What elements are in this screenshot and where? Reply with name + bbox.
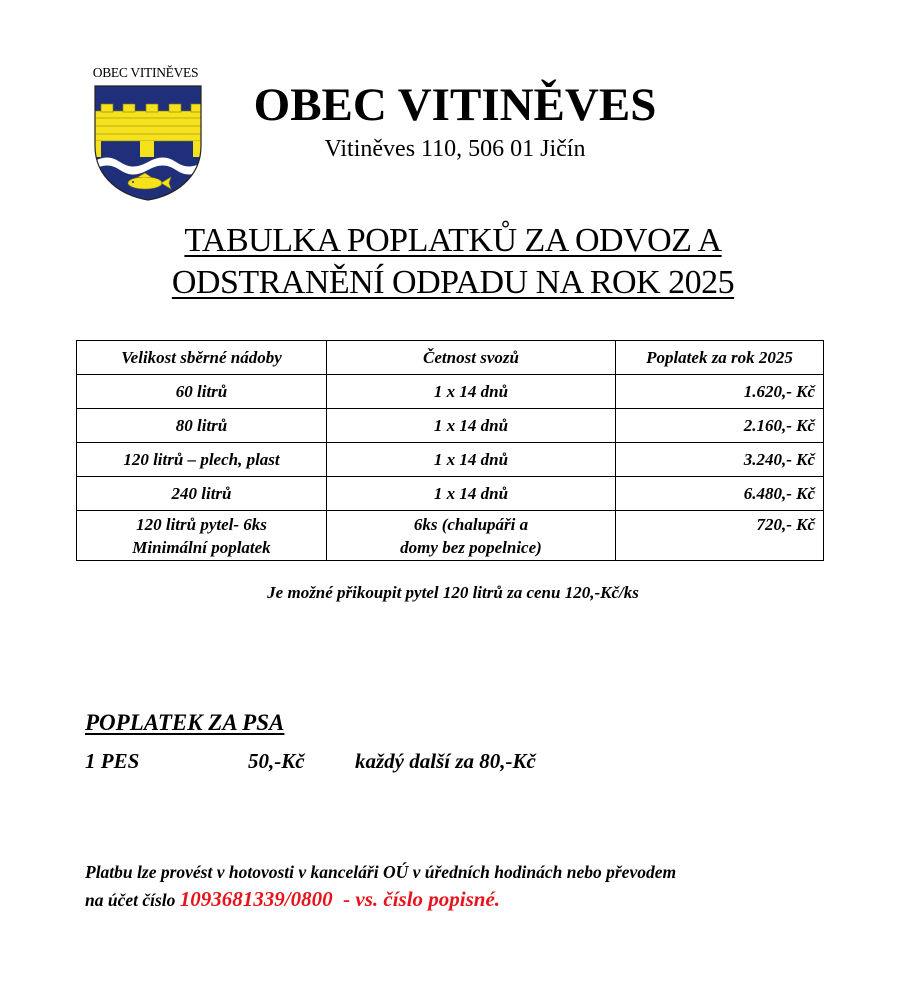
cell-frequency-line-2: domy bez popelnice) <box>400 537 542 557</box>
dog-fee-label: 1 PES <box>85 749 140 773</box>
cell-size <box>77 511 327 561</box>
bank-account-number: 1093681339/0800 <box>179 887 333 911</box>
cell-fee: 3.240,- Kč <box>616 443 824 477</box>
municipality-address: Vitiněves 110, 506 01 Jičín <box>324 136 586 162</box>
municipality-title: OBEC VITINĚVES <box>253 79 657 131</box>
document-title-line-1: TABULKA POPLATKŮ ZA ODVOZ A <box>184 222 722 259</box>
cell-frequency <box>327 511 616 561</box>
dog-fee-heading: POPLATEK ZA PSA <box>85 710 285 735</box>
cell-size: 60 litrů <box>77 375 327 409</box>
table-row <box>77 511 824 561</box>
cell-frequency: 1 x 14 dnů <box>327 443 616 477</box>
table-header-row <box>77 341 824 375</box>
cell-size: 240 litrů <box>77 477 327 511</box>
extra-bag-note: Je možné přikoupit pytel 120 litrů za cenu 120,-Kč/ks <box>267 583 639 602</box>
payment-variable-symbol-note: - vs. číslo popisné. <box>332 887 501 911</box>
cell-size: 80 litrů <box>77 409 327 443</box>
table-row <box>77 477 824 511</box>
cell-fee: 2.160,- Kč <box>616 409 824 443</box>
crest-label: OBEC VITINĚVES <box>92 65 199 80</box>
payment-info-line-2 <box>85 887 500 912</box>
cell-fee: 720,- Kč <box>616 511 824 561</box>
dog-fee-extra: každý další za 80,-Kč <box>355 749 536 773</box>
cell-frequency: 1 x 14 dnů <box>327 409 616 443</box>
payment-prefix: na účet číslo <box>85 890 180 910</box>
column-header-frequency: Četnost svozů <box>327 341 616 375</box>
cell-size-line-2: Minimální poplatek <box>132 537 271 557</box>
table-row <box>77 409 824 443</box>
cell-frequency-line-1: 6ks (chalupáři a <box>413 514 529 534</box>
cell-size-line-1: 120 litrů pytel- 6ks <box>136 514 267 534</box>
document-title-line-2: ODSTRANĚNÍ ODPADU NA ROK 2025 <box>171 264 735 301</box>
fee-table <box>76 340 824 561</box>
cell-frequency: 1 x 14 dnů <box>327 477 616 511</box>
cell-fee: 6.480,- Kč <box>616 477 824 511</box>
cell-frequency: 1 x 14 dnů <box>327 375 616 409</box>
table-row <box>77 375 824 409</box>
payment-info-line-1: Platbu lze provést v hotovosti v kanceláři OÚ v úředních hodinách nebo převodem <box>85 862 677 882</box>
cell-fee: 1.620,- Kč <box>616 375 824 409</box>
cell-size: 120 litrů – plech, plast <box>77 443 327 477</box>
coat-of-arms-logo <box>93 84 203 202</box>
column-header-fee: Poplatek za rok 2025 <box>616 341 824 375</box>
bridge-icon <box>93 104 203 157</box>
table-row <box>77 443 824 477</box>
column-header-size: Velikost sběrné nádoby <box>77 341 327 375</box>
dog-fee-price: 50,-Kč <box>248 749 305 773</box>
